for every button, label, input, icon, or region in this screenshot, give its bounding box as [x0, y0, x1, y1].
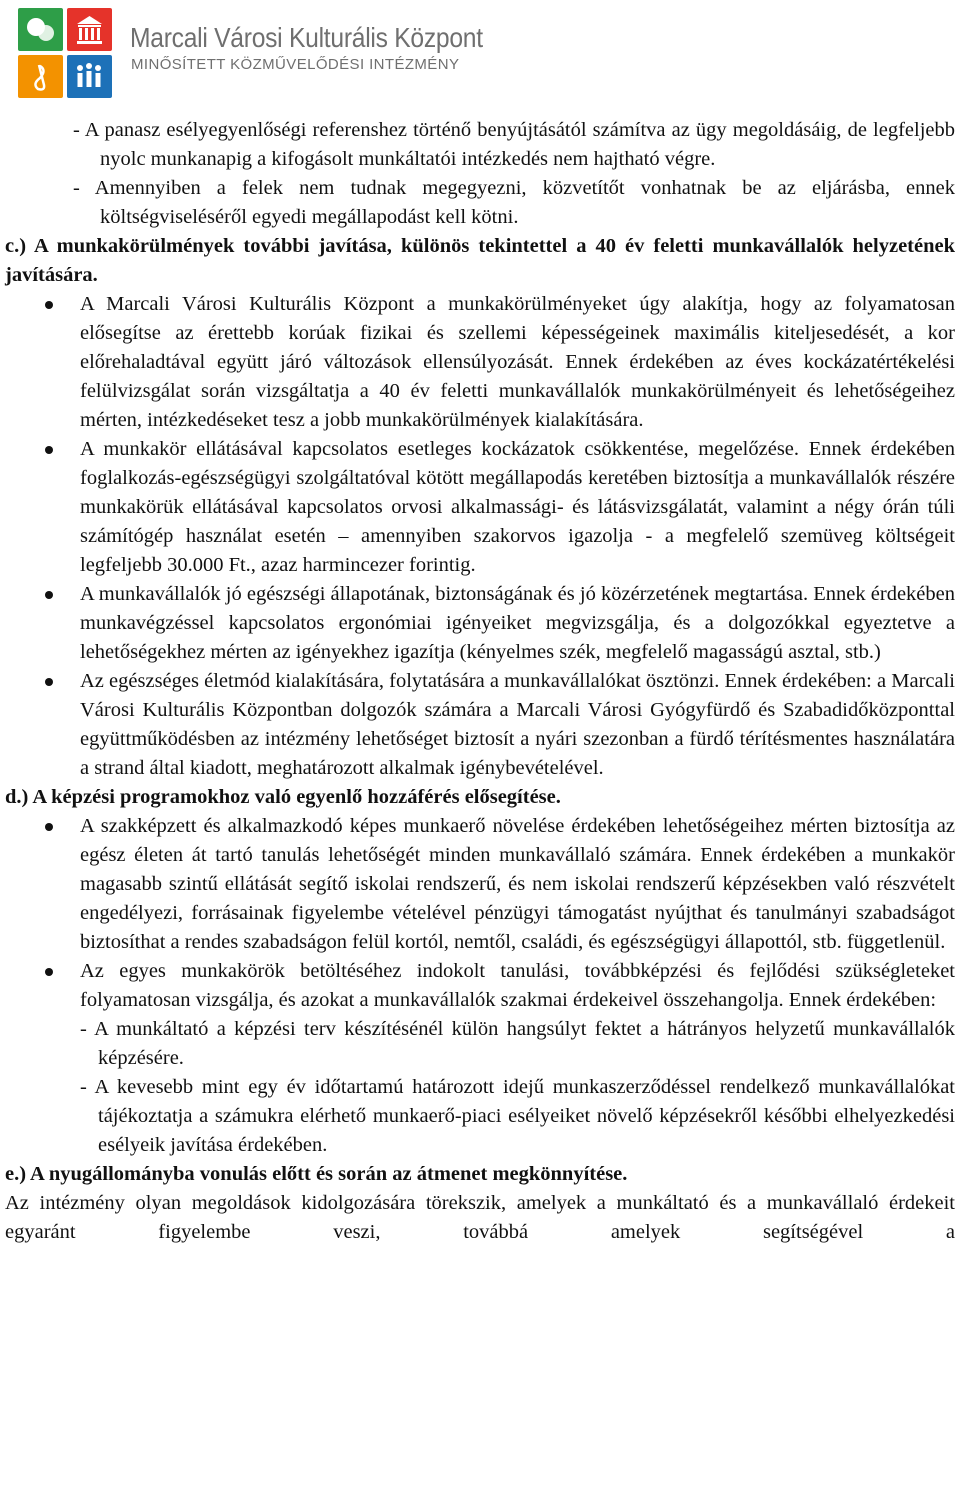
bullet-icon	[45, 301, 53, 309]
bullet-icon	[45, 446, 53, 454]
list-item	[5, 812, 955, 957]
list-item	[5, 580, 955, 667]
list-item-text: A Marcali Városi Kulturális Központ a munkakörülményeket úgy alakítja, hogy az folyamatosan elősegítse az érettebb korúak fizikai és szellemi képességeinek maximális kiteljesedését, a kor előrehaladtával együtt járó változások ellensúlyozását. Ennek érdekében az éves kockázatértékelési felülvizsgálat során vizsgáltatja a 40 év feletti munkavállalók munkakörülményeit és lehetőségeihez mérten, intézkedéseket tesz a jobb munkakörülmények kialakítására.	[80, 293, 955, 431]
sub-dash-item: - A kevesebb mint egy év időtartamú határozott idejű munkaszerződéssel rendelkező munkavállalókat tájékoztatja a számukra elérhető munkaerő-piaci esélyeiket növelő képzésekről későbbi elhelyezkedési esélyeik javítása érdekében.	[80, 1076, 955, 1156]
list-item-text: A szakképzett és alkalmazkodó képes munkaerő növelése érdekében lehetőségeihez mérten biztosítja az egész életen át tartó tanulás lehetőségét minden munkavállaló számára. Ennek érdekében a munkakör magasabb szintű ellátását segítő iskolai rendszerű, és nem iskolai rendszerű képzésekben való részvételt engedélyezi, forrásainak figyelembe vételével pénzügyi támogatást nyújthat és tanulmányi szabadságot biztosíthat a rendes szabadságon felül kortól, nemtől, családi, és egészségügyi állapottól, stb. függetlenül.	[80, 815, 955, 953]
list-item-text: A munkakör ellátásával kapcsolatos esetleges kockázatok csökkentése, megelőzése. Ennek érdekében foglalkozás-egészségügyi szolgáltatóval kötött megállapodás keretében biztosítja a munkavállalók részére munkakörük ellátásával kapcsolatos orvosi alkalmassági- és látásvizsgálatát, valamint a négy órán túli számítógép használat esetén – amennyiben szakorvos igazolja - a megfelelő szemüveg költségeit legfeljebb 30.000 Ft., azaz harmincezer forintig.	[80, 438, 955, 576]
intro-dash-item: - Amennyiben a felek nem tudnak megegyezni, közvetítőt vonhatnak be az eljárásba, ennek költségviseléséről egyedi megállapodást kell kötni.	[73, 177, 955, 228]
section-e-paragraph: Az intézmény olyan megoldások kidolgozására törekszik, amelyek a munkáltató és a munkavállaló érdekeit egyaránt figyelembe veszi, továbbá amelyek segítségével a	[5, 1192, 955, 1243]
org-subtitle: MINŐSÍTETT KÖZMŰVELŐDÉSI INTÉZMÉNY	[131, 56, 460, 73]
list-item	[5, 435, 955, 580]
list-item	[5, 957, 955, 1160]
list-item	[5, 290, 955, 435]
section-d-heading: d.) A képzési programokhoz való egyenlő hozzáférés elősegítése.	[5, 786, 561, 808]
institution-logo	[18, 8, 112, 98]
list-item-text: Az egészséges életmód kialakítására, folytatására a munkavállalókat ösztönzi. Ennek érdekében: a Marcali Városi Kulturális Központban dolgozók számára a Marcali Városi Gyógyfürdő és Szabadidőközponttal együttműködésben az intézmény lehetőséget biztosít a nyári szezonban a fürdő térítésmentes használatára a strand által kiadott, meghatározott alkalmak igénybevételével.	[80, 670, 955, 779]
section-c-heading: c.) A munkakörülmények további javítása, különös tekintettel a 40 év feletti munkavállalók helyzetének javítására.	[5, 235, 955, 286]
page-header	[0, 0, 960, 108]
list-item	[5, 667, 955, 783]
list-item-text: A munkavállalók jó egészségi állapotának, biztonságának és jó közérzetének megtartása. Ennek érdekében munkavégzéssel kapcsolatos ergonómiai igényeiket megvizsgálja, és a dolgozókkal egyeztetve a lehetőségekhez mérten az igényekhez igazítja (kényelmes szék, megfelelő magasságú asztal, stb.)	[80, 583, 955, 663]
intro-dash-item: - A panasz esélyegyenlőségi referenshez történő benyújtásától számítva az ügy megoldásáig, de legfeljebb nyolc munkanapig a kifogásolt munkáltatói intézkedés nem hajtható végre.	[73, 119, 955, 170]
document-body	[5, 116, 955, 1247]
bullet-icon	[45, 823, 53, 831]
sub-dash-item: - A munkáltató a képzési terv készítésénél külön hangsúlyt fektet a hátrányos helyzetű munkavállalók képzésére.	[80, 1018, 955, 1069]
bullet-icon	[45, 591, 53, 599]
org-name: Marcali Városi Kulturális Központ	[130, 22, 483, 53]
bullet-icon	[45, 678, 53, 686]
section-e-heading: e.) A nyugállományba vonulás előtt és során az átmenet megkönnyítése.	[5, 1163, 628, 1185]
list-item-text: Az egyes munkakörök betöltéséhez indokolt tanulási, továbbképzési és fejlődési szükségleteket folyamatosan vizsgálja, és azokat a munkavállalók szakmai érdekeivel összehangolja. Ennek érdekében:	[80, 960, 955, 1011]
section-c-list	[5, 290, 955, 783]
section-d-list	[5, 812, 955, 1160]
bullet-icon	[45, 968, 53, 976]
